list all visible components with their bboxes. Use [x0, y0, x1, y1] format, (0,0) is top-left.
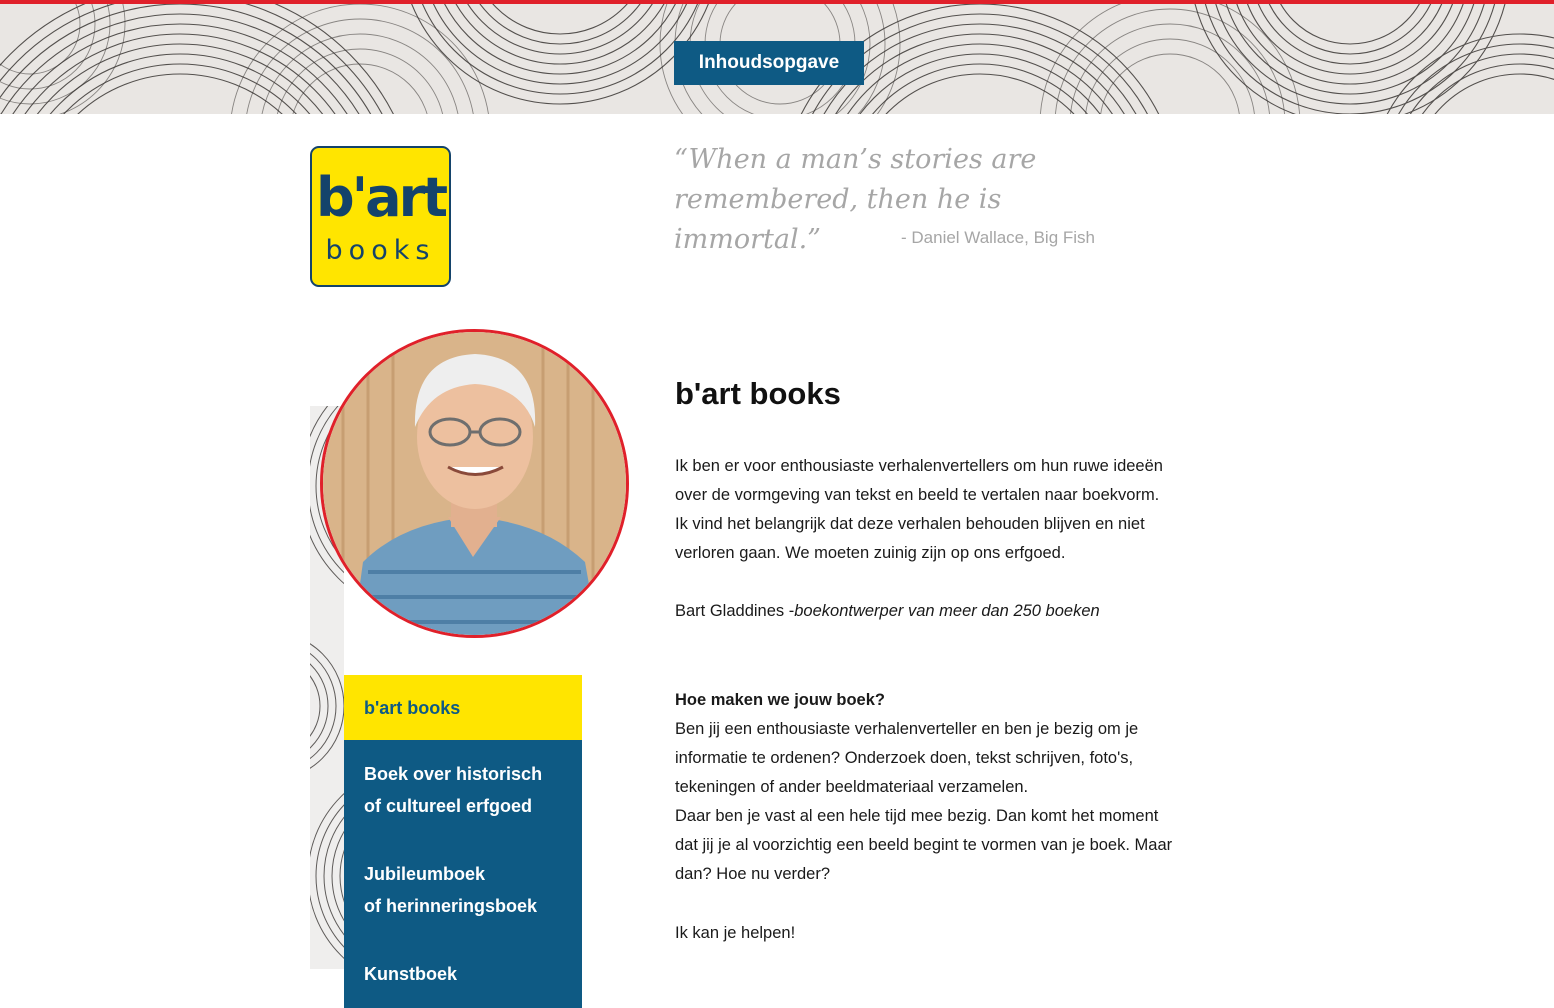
logo-main-text: b'art	[315, 166, 446, 229]
section-paragraph-1: Ben jij een enthousiaste verhalenverteller en ben je bezig om je informatie te ordenen? Onderzoek doen, tekst schrijven, foto's, tekeningen of ander beeldmateriaal verzamelen.	[675, 720, 1139, 796]
signature-role: boekontwerper van meer dan 250 boeken	[794, 602, 1100, 620]
sidebar-item-label-line1: Boek over historisch	[364, 764, 543, 784]
page-title: b'art books	[675, 376, 841, 411]
bart-books-logo[interactable]	[310, 146, 451, 287]
section-paragraph-2: Daar ben je vast al een hele tijd mee bezig. Dan komt het moment dat jij je al voorzichtig een beeld begint te vormen van je boek. Maar dan? Hoe nu verder?	[675, 807, 1173, 883]
toc-button[interactable]: Inhoudsopgave	[674, 41, 864, 85]
sidebar-item-label-line1: Jubileumboek	[364, 864, 486, 884]
signature-line	[675, 597, 1175, 626]
sidebar-item-label: b'art books	[364, 697, 461, 718]
sidebar-item-label: Kunstboek	[364, 964, 458, 984]
intro-paragraph: Ik ben er voor enthousiaste verhalenvertellers om hun ruwe ideeën over de vormgeving van tekst en beeld te vertalen naar boekvorm. Ik vind het belangrijk dat deze verhalen behouden blijven en niet verloren gaan. We moeten zuinig zijn op ons erfgoed.	[675, 457, 1163, 562]
sidebar-item-erfgoed[interactable]	[344, 740, 582, 840]
sidebar-item-kunstboek[interactable]	[344, 940, 582, 1008]
signature-name: Bart Gladdines -	[675, 602, 795, 620]
sidebar-item-label-line2: of cultureel erfgoed	[364, 796, 533, 816]
sidebar-item-jubileumboek[interactable]	[344, 840, 582, 940]
sidebar-item-label-line2: of herinneringsboek	[364, 896, 538, 916]
portrait-photo	[320, 329, 629, 638]
quote-author: - Daniel Wallace, Big Fish	[901, 228, 1095, 247]
header-banner	[0, 4, 1554, 114]
section-heading: Hoe maken we jouw boek?	[675, 691, 885, 709]
portrait-illustration	[323, 332, 626, 635]
sidebar-item-bart-books[interactable]	[344, 675, 582, 740]
how-section	[675, 686, 1175, 889]
quote-text: “When a man’s stories are remembered, then he is immortal.”	[674, 144, 1037, 255]
sidebar-nav	[344, 675, 582, 1008]
logo-sub-text: books	[325, 235, 436, 266]
closing-line: Ik kan je helpen!	[675, 924, 796, 942]
